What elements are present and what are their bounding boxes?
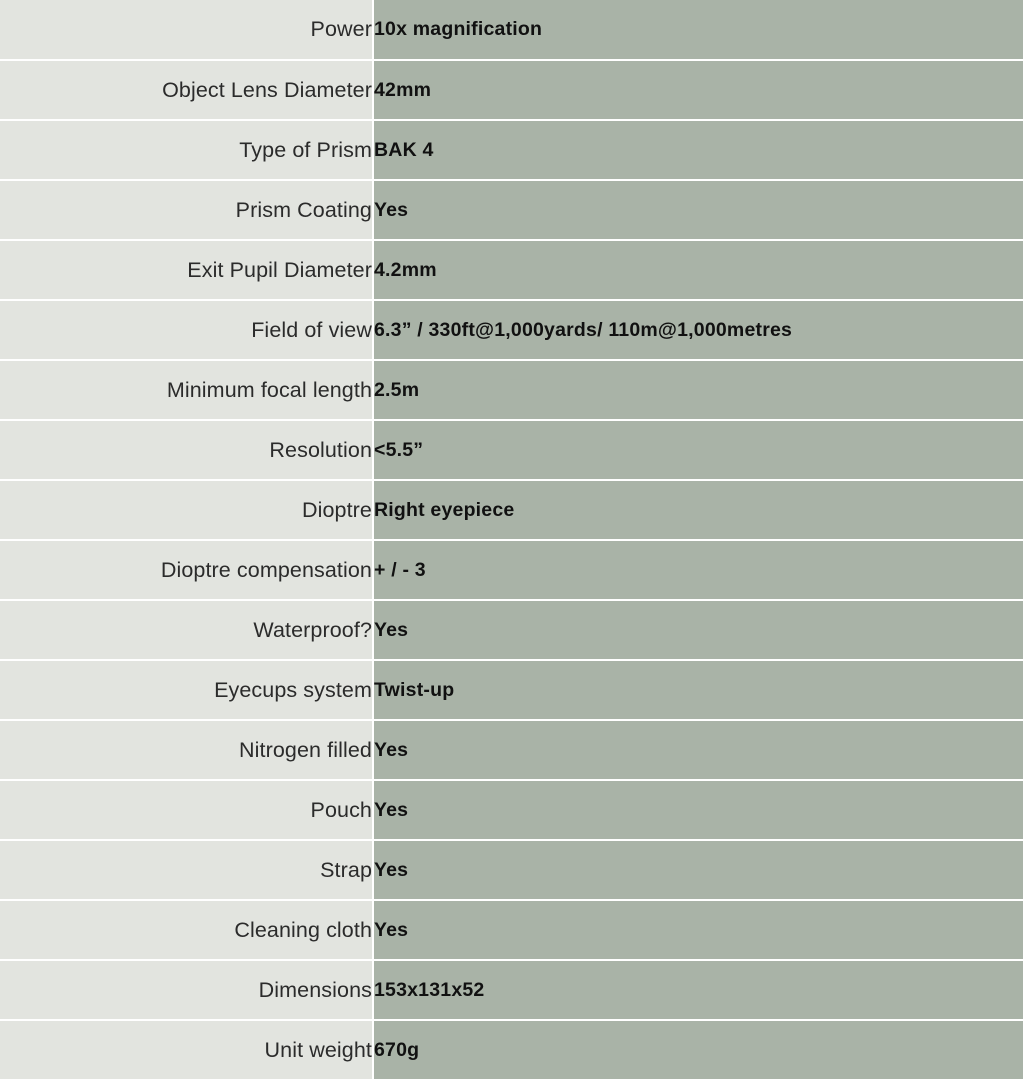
table-row <box>0 360 1023 420</box>
spec-value: Yes <box>373 180 1023 240</box>
table-row <box>0 960 1023 1020</box>
table-row <box>0 0 1023 60</box>
spec-label: Pouch <box>0 780 373 840</box>
spec-label: Unit weight <box>0 1020 373 1080</box>
table-row <box>0 600 1023 660</box>
table-row <box>0 420 1023 480</box>
table-row <box>0 840 1023 900</box>
table-row <box>0 900 1023 960</box>
spec-label: Dioptre <box>0 480 373 540</box>
spec-label: Nitrogen filled <box>0 720 373 780</box>
spec-label: Minimum focal length <box>0 360 373 420</box>
spec-label: Resolution <box>0 420 373 480</box>
table-row <box>0 660 1023 720</box>
spec-label: Power <box>0 0 373 60</box>
table-row <box>0 1020 1023 1080</box>
spec-label: Exit Pupil Diameter <box>0 240 373 300</box>
table-row <box>0 120 1023 180</box>
spec-label: Eyecups system <box>0 660 373 720</box>
table-row <box>0 540 1023 600</box>
spec-value: + / - 3 <box>373 540 1023 600</box>
table-row <box>0 60 1023 120</box>
table-row <box>0 720 1023 780</box>
spec-value: Yes <box>373 900 1023 960</box>
table-row <box>0 300 1023 360</box>
spec-value: Right eyepiece <box>373 480 1023 540</box>
table-row <box>0 480 1023 540</box>
spec-value: 6.3” / 330ft@1,000yards/ 110m@1,000metres <box>373 300 1023 360</box>
spec-value: Yes <box>373 600 1023 660</box>
spec-value: Yes <box>373 840 1023 900</box>
spec-value: 10x magnification <box>373 0 1023 60</box>
spec-value: 42mm <box>373 60 1023 120</box>
spec-value: Yes <box>373 780 1023 840</box>
spec-label: Strap <box>0 840 373 900</box>
spec-label: Prism Coating <box>0 180 373 240</box>
spec-value: <5.5” <box>373 420 1023 480</box>
spec-value: Twist-up <box>373 660 1023 720</box>
spec-value: 670g <box>373 1020 1023 1080</box>
spec-label: Dioptre compensation <box>0 540 373 600</box>
table-row <box>0 240 1023 300</box>
spec-value: Yes <box>373 720 1023 780</box>
spec-value: 153x131x52 <box>373 960 1023 1020</box>
spec-label: Cleaning cloth <box>0 900 373 960</box>
spec-value: 4.2mm <box>373 240 1023 300</box>
table-row <box>0 180 1023 240</box>
spec-label: Object Lens Diameter <box>0 60 373 120</box>
spec-label: Type of Prism <box>0 120 373 180</box>
spec-label: Field of view <box>0 300 373 360</box>
spec-label: Dimensions <box>0 960 373 1020</box>
spec-value: 2.5m <box>373 360 1023 420</box>
spec-value: BAK 4 <box>373 120 1023 180</box>
table-row <box>0 780 1023 840</box>
spec-label: Waterproof? <box>0 600 373 660</box>
